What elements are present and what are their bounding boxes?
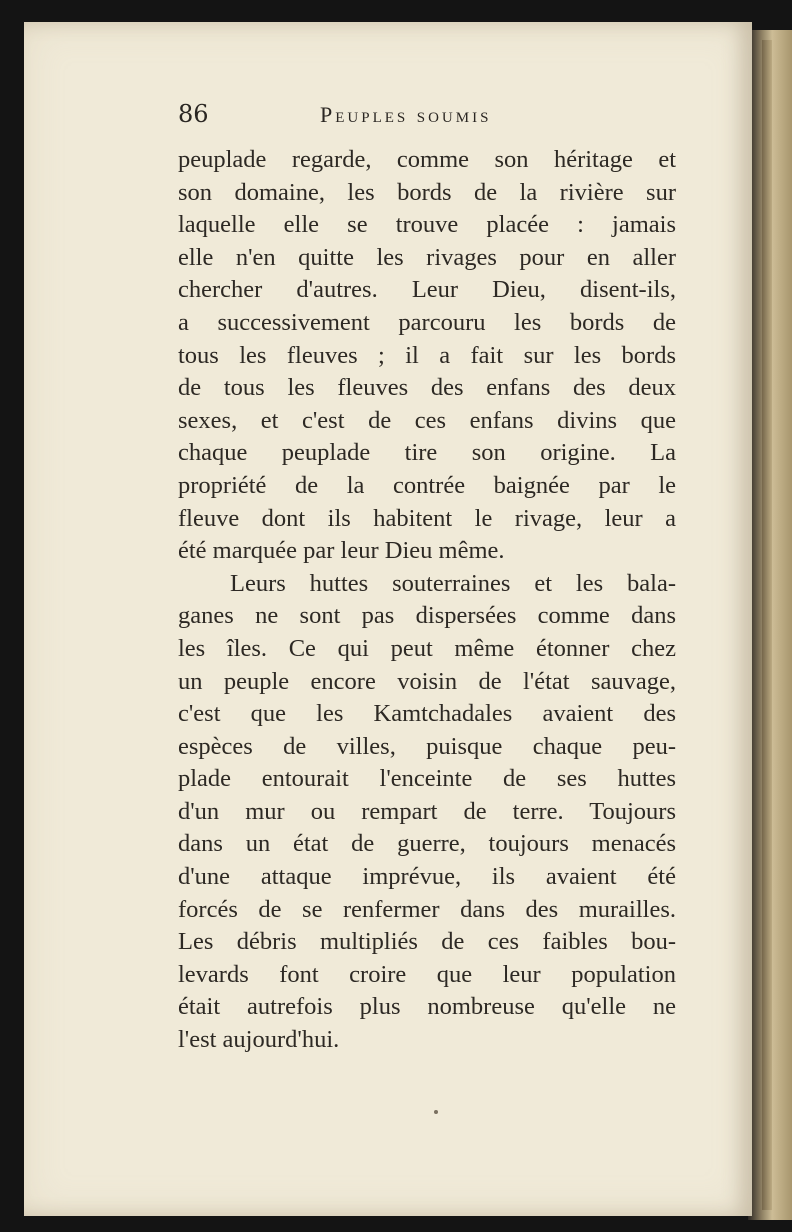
text-line: propriété de la contrée baignée par le [178, 471, 676, 499]
text-line: fleuve dont ils habitent le rivage, leur a [178, 504, 676, 532]
text-line: elle n'en quitte les rivages pour en aller [178, 243, 676, 271]
paper-speck [434, 1110, 438, 1114]
paragraph-2 [178, 568, 676, 1057]
text-line: ganes ne sont pas dispersées comme dans [178, 602, 676, 630]
text-line: a successivement parcouru les bords de [178, 308, 676, 336]
text-line: les îles. Ce qui peut même étonner chez [178, 634, 676, 662]
text-line: Leurs huttes souterraines et les bala- [230, 569, 676, 597]
paragraph-1 [178, 144, 676, 568]
book-page [24, 22, 752, 1216]
text-line: espèces de villes, puisque chaque peu- [178, 732, 676, 760]
body-text [178, 144, 676, 1057]
page-number: 86 [178, 100, 209, 128]
text-line: été marquée par leur Dieu même. [178, 537, 505, 565]
book-page-edge-strip [762, 40, 772, 1210]
text-line: levards font croire que leur population [178, 960, 676, 988]
text-line: sexes, et c'est de ces enfans divins que [178, 406, 676, 434]
text-line: laquelle elle se trouve placée : jamais [178, 211, 676, 239]
text-line: Les débris multipliés de ces faibles bou- [178, 928, 676, 956]
text-line: tous les fleuves ; il a fait sur les bords [178, 341, 676, 369]
text-line: de tous les fleuves des enfans des deux [178, 374, 676, 402]
text-line: chaque peuplade tire son origine. La [178, 439, 676, 467]
text-line: l'est aujourd'hui. [178, 1026, 340, 1054]
text-line: peuplade regarde, comme son héritage et [178, 146, 676, 173]
text-line: chercher d'autres. Leur Dieu, disent-ils, [178, 276, 676, 304]
text-line: était autrefois plus nombreuse qu'elle ne [178, 993, 676, 1021]
text-line: son domaine, les bords de la rivière sur [178, 178, 676, 206]
text-line: plade entourait l'enceinte de ses huttes [178, 765, 676, 793]
text-line: c'est que les Kamtchadales avaient des [178, 700, 676, 728]
text-line: dans un état de guerre, toujours menacés [178, 830, 676, 858]
text-line: un peuple encore voisin de l'état sauvage, [178, 667, 676, 695]
text-line: d'un mur ou rempart de terre. Toujours [178, 797, 676, 825]
running-head: Peuples soumis [320, 102, 492, 127]
text-line: forcés de se renfermer dans des murailles. [178, 895, 676, 923]
page-header [24, 100, 752, 140]
text-line: d'une attaque imprévue, ils avaient été [178, 863, 676, 891]
